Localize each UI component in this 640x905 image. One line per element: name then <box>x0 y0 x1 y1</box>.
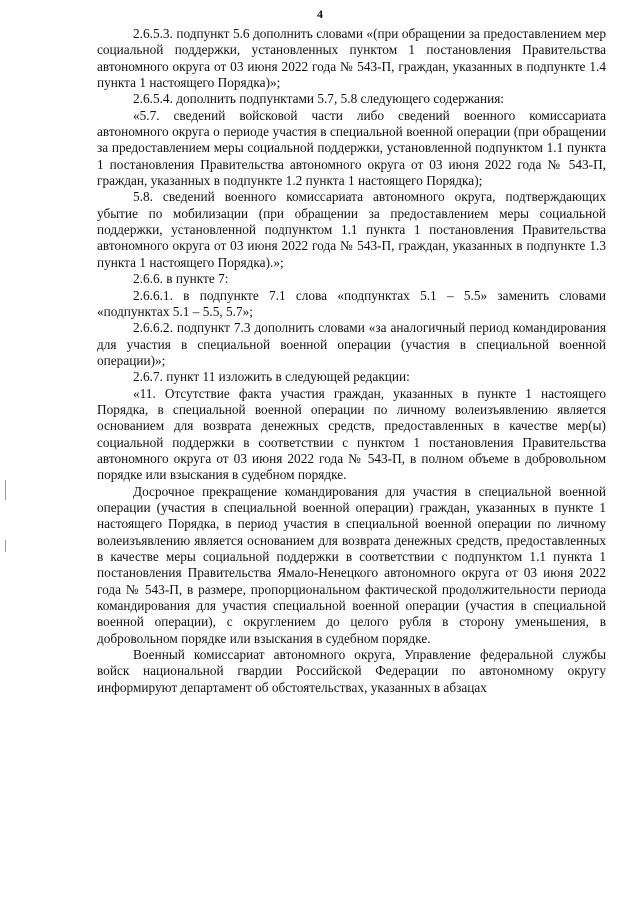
document-body <box>97 26 606 696</box>
page-number: 4 <box>317 7 323 21</box>
paragraph-11: «11. Отсутствие факта участия граждан, указанных в пункте 1 настоящего Порядка, в специальной военной операции по личному волеизъявлению является основанием для возврата денежных средств, предоставленных в качестве мер(ы) социальной поддержки в соответствии с пунктом 1 постановления Правительства автономного округа от 03 июня 2022 года № 543-П, в полном объеме в добровольном порядке или взыскания в судебном порядке. <box>97 385 606 483</box>
paragraph-2-6-7: 2.6.7. пункт 11 изложить в следующей редакции: <box>133 369 410 385</box>
scan-margin-mark <box>5 480 6 500</box>
paragraph-2-6-6-1: 2.6.6.1. в подпункте 7.1 слова «подпунктах 5.1 – 5.5» заменить словами «подпунктах 5.1 – 5.5, 5.7»; <box>97 287 606 319</box>
paragraph-5-8: 5.8. сведений военного комиссариата автономного округа, подтверждающих убытие по мобилизации (при обращении за предоставлением меры социальной поддержки, установленной подпунктом 1.1 пункта 1 постановления Правительства автономного округа от 03 июня 2022 года № 543-П, граждан, указанных в подпункте 1.3 пункта 1 настоящего Порядка).»; <box>97 189 606 270</box>
paragraph-early-termination: Досрочное прекращение командирования для участия в специальной военной операции (участия в специальной военной операции) граждан, указанных в пункте 1 настоящего Порядка, в период участия в специальной военной операции по личному волеизъявлению является основанием для возврата денежных средств, предоставленных в качестве меры социальной поддержки в соответствии с подпунктом 1.1 пункта 1 постановления Правительства Ямало-Ненецкого автономного округа от 03 июня 2022 года № 543-П, в размере, пропорциональном фактической продолжительности периода командирования для участия специальной военной операции (участия в специальной военной операции), с округлением до целого рубля в сторону уменьшения, в добровольном порядке или взыскания в судебном порядке. <box>97 483 606 646</box>
paragraph-2-6-5-4: 2.6.5.4. дополнить подпунктами 5.7, 5.8 следующего содержания: <box>133 91 505 107</box>
paragraph-2-6-6-2: 2.6.6.2. подпункт 7.3 дополнить словами «за аналогичный период командирования для участия в специальной военной операции (участия в специальной военной операции)»; <box>97 320 606 368</box>
scan-margin-mark <box>5 540 6 552</box>
paragraph-5-7: «5.7. сведений войсковой части либо сведений военного комиссариата автономного округа о периоде участия в специальной военной операции (при обращении за предоставлением меры социальной поддержки, установленной подпунктом 1.1 пункта 1 постановления Правительства автономного округа от 03 июня 2022 года № 543-П, граждан, указанных в подпункте 1.2 пункта 1 настоящего Порядка); <box>97 107 606 189</box>
paragraph-military-commissariat: Военный комиссариат автономного округа, Управление федеральной службы войск национальной гвардии Российской Федерации по автономному округу информируют департамент об обстоятельствах, указанных в абзацах <box>97 647 606 695</box>
paragraph-2-6-5-3: 2.6.5.3. подпункт 5.6 дополнить словами «(при обращении за предоставлением мер социальной поддержки, установленных пунктом 1 постановления Правительства автономного округа от 03 июня 2022 года № 543-П, граждан, указанных в подпункте 1.4 пункта 1 настоящего Порядка)»; <box>97 26 606 91</box>
paragraph-2-6-6: 2.6.6. в пункте 7: <box>133 271 229 287</box>
